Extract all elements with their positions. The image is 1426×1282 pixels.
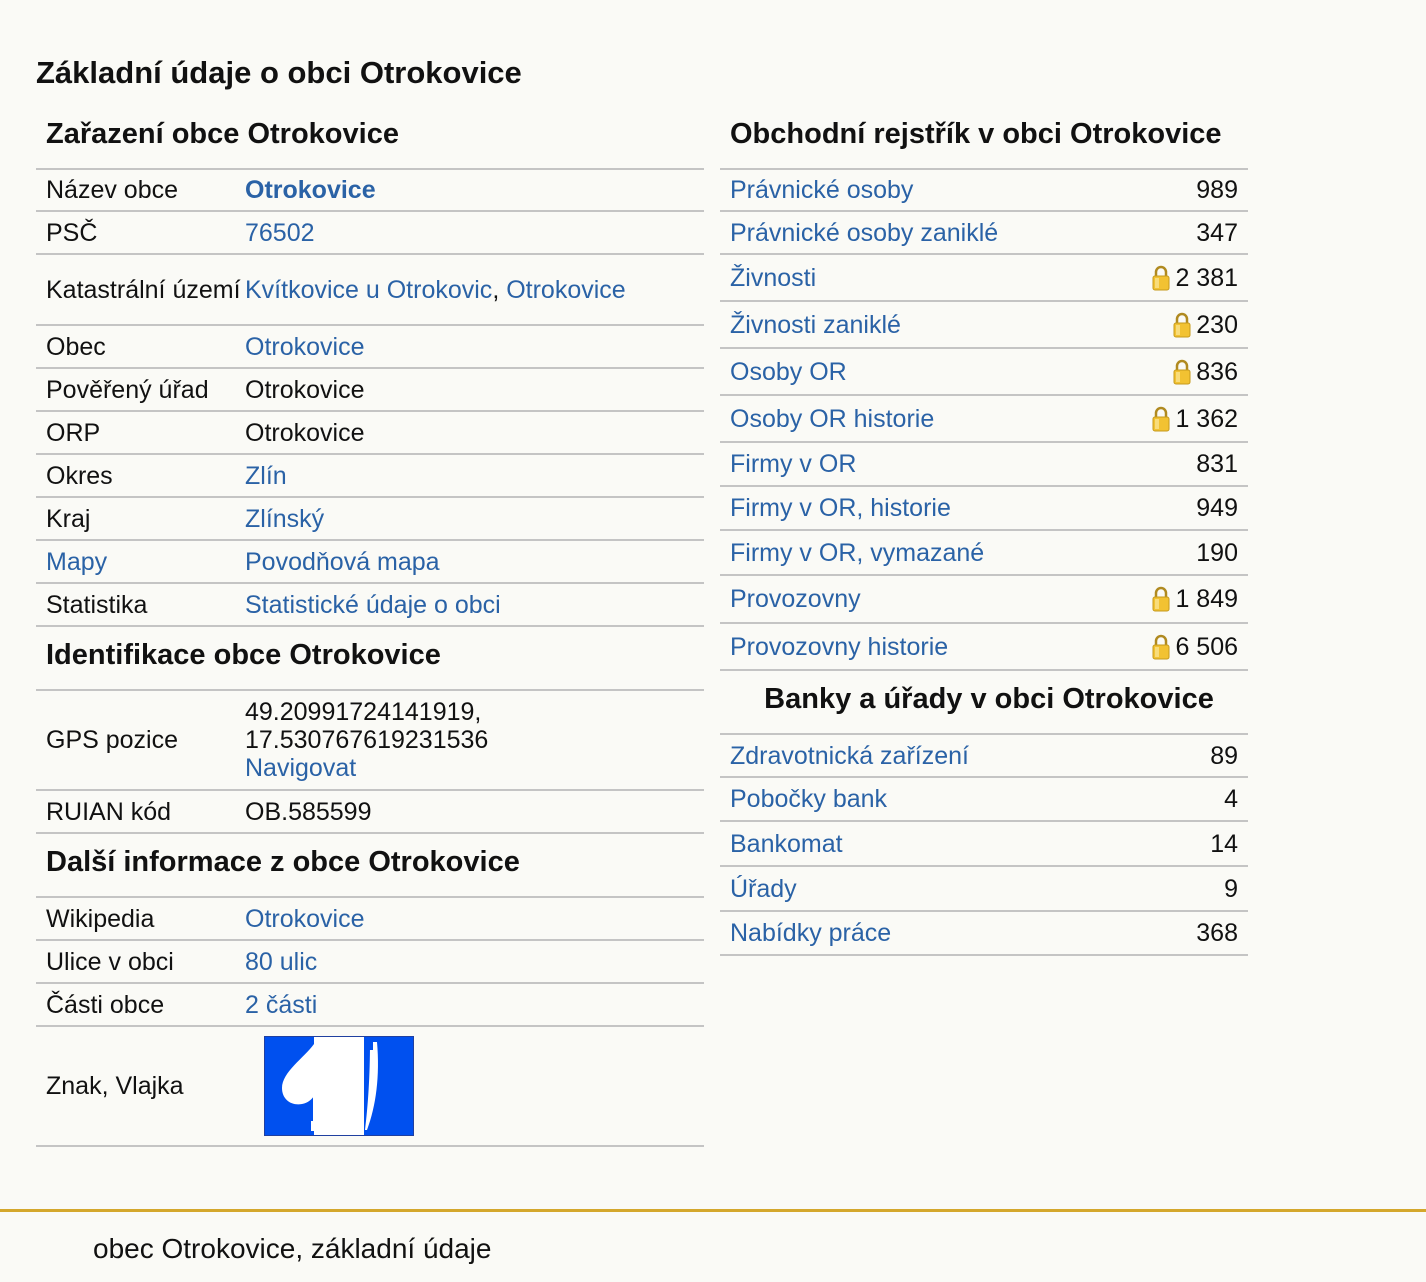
gps-lat: 49.20991724141919, bbox=[245, 698, 482, 726]
footer-divider bbox=[0, 1209, 1426, 1212]
banky-link-bankomat[interactable]: Bankomat bbox=[730, 829, 843, 858]
banky-row-zdravotnicka-zarizeni bbox=[720, 735, 1248, 778]
or-count: 230 bbox=[1196, 310, 1238, 339]
banky-title: Banky a úřady v obci Otrokovice bbox=[720, 671, 1248, 735]
or-row-firmy-v-or bbox=[720, 443, 1248, 487]
psc-link[interactable]: 76502 bbox=[245, 218, 315, 247]
kraj-link[interactable]: Zlínský bbox=[245, 504, 325, 533]
or-count: 190 bbox=[1196, 538, 1238, 567]
or-row-provozovny-historie bbox=[720, 624, 1248, 671]
orp-label: ORP bbox=[46, 418, 101, 447]
okres-link[interactable]: Zlín bbox=[245, 461, 287, 490]
or-count-container bbox=[1196, 219, 1238, 247]
katastralni-label: Katastrální území bbox=[46, 275, 241, 304]
or-count-container bbox=[1151, 585, 1238, 613]
or-link-firmy-v-or[interactable]: Firmy v OR bbox=[730, 450, 857, 478]
row-mapy bbox=[36, 541, 704, 584]
statistika-label: Statistika bbox=[46, 590, 148, 619]
or-link-provozovny[interactable]: Provozovny bbox=[730, 585, 861, 613]
or-count: 2 381 bbox=[1175, 263, 1238, 292]
obec-link[interactable]: Otrokovice bbox=[245, 332, 365, 361]
or-row-pravnicke-osoby bbox=[720, 170, 1248, 212]
banky-count: 89 bbox=[1210, 741, 1238, 770]
or-count: 949 bbox=[1196, 494, 1238, 522]
banky-count: 14 bbox=[1210, 829, 1238, 858]
row-ulice bbox=[36, 941, 704, 984]
banky-row-urady bbox=[720, 867, 1248, 912]
row-znak-vlajka bbox=[36, 1027, 704, 1147]
or-count: 831 bbox=[1196, 450, 1238, 478]
lock-icon bbox=[1172, 311, 1192, 339]
lock-icon bbox=[1151, 405, 1171, 433]
banky-row-bankomat bbox=[720, 822, 1248, 867]
ruian-value: OB.585599 bbox=[245, 797, 372, 826]
banky-link-zdravotnicka-zarizeni[interactable]: Zdravotnická zařízení bbox=[730, 741, 969, 770]
or-count: 347 bbox=[1196, 218, 1238, 247]
mapy-link[interactable]: Mapy bbox=[46, 547, 108, 576]
or-link-firmy-v-or-historie[interactable]: Firmy v OR, historie bbox=[730, 494, 951, 522]
or-row-firmy-v-or-vymazane bbox=[720, 531, 1248, 576]
nazev-obce-label: Název obce bbox=[46, 176, 179, 204]
or-count-container bbox=[1196, 539, 1238, 567]
obchodni-title: Obchodní rejstřík v obci Otrokovice bbox=[720, 106, 1248, 170]
lock-icon bbox=[1151, 633, 1171, 661]
or-link-osoby-or-historie[interactable]: Osoby OR historie bbox=[730, 404, 935, 433]
wikipedia-link[interactable]: Otrokovice bbox=[245, 904, 365, 933]
okres-label: Okres bbox=[46, 461, 113, 490]
page-title: Základní údaje o obci Otrokovice bbox=[36, 55, 522, 90]
ulice-label: Ulice v obci bbox=[46, 947, 174, 976]
or-count-container bbox=[1196, 176, 1238, 204]
or-count-container bbox=[1151, 264, 1238, 292]
or-count-container bbox=[1172, 358, 1238, 386]
znak-vlajka-label: Znak, Vlajka bbox=[46, 1072, 184, 1100]
banky-link-urady[interactable]: Úřady bbox=[730, 874, 797, 903]
dalsi-title: Další informace z obce Otrokovice bbox=[36, 834, 704, 898]
or-count-container bbox=[1172, 311, 1238, 339]
ulice-link[interactable]: 80 ulic bbox=[245, 947, 318, 976]
or-link-pravnicke-osoby[interactable]: Právnické osoby bbox=[730, 176, 914, 204]
lock-icon bbox=[1151, 264, 1171, 292]
row-katastralni bbox=[36, 255, 704, 326]
katastralni-separator: , bbox=[492, 275, 500, 304]
row-nazev-obce bbox=[36, 170, 704, 212]
row-ruian bbox=[36, 791, 704, 834]
banky-count: 4 bbox=[1224, 785, 1238, 813]
or-link-osoby-or[interactable]: Osoby OR bbox=[730, 357, 847, 386]
gps-label: GPS pozice bbox=[46, 726, 179, 754]
row-gps bbox=[36, 691, 704, 791]
row-obec bbox=[36, 326, 704, 369]
identifikace-title: Identifikace obce Otrokovice bbox=[36, 627, 704, 691]
or-row-provozovny bbox=[720, 576, 1248, 624]
or-link-provozovny-historie[interactable]: Provozovny historie bbox=[730, 632, 949, 661]
right-column bbox=[720, 106, 1248, 956]
or-link-firmy-v-or-vymazane[interactable]: Firmy v OR, vymazané bbox=[730, 538, 985, 567]
banky-row-nabidky-prace bbox=[720, 912, 1248, 956]
gps-lon: 17.530767619231536 bbox=[245, 726, 489, 754]
row-statistika bbox=[36, 584, 704, 627]
lock-icon bbox=[1172, 358, 1192, 386]
row-kraj bbox=[36, 498, 704, 541]
povereny-urad-label: Pověřený úřad bbox=[46, 375, 209, 404]
or-row-pravnicke-osoby-zanikle bbox=[720, 212, 1248, 255]
or-count: 1 362 bbox=[1175, 404, 1238, 433]
lock-icon bbox=[1151, 585, 1171, 613]
povereny-urad-value: Otrokovice bbox=[245, 375, 365, 404]
katastralni-link-1[interactable]: Kvítkovice u Otrokovic bbox=[245, 275, 493, 304]
left-column bbox=[36, 106, 704, 1147]
zarazeni-title: Zařazení obce Otrokovice bbox=[36, 106, 704, 170]
ruian-label: RUIAN kód bbox=[46, 797, 172, 826]
katastralni-link-2[interactable]: Otrokovice bbox=[506, 275, 626, 304]
povodnova-mapa-link[interactable]: Povodňová mapa bbox=[245, 547, 440, 576]
or-link-zivnosti-zanikle[interactable]: Živnosti zaniklé bbox=[730, 310, 901, 339]
or-count: 1 849 bbox=[1175, 585, 1238, 613]
or-count-container bbox=[1151, 405, 1238, 433]
row-psc bbox=[36, 212, 704, 255]
or-count-container bbox=[1151, 633, 1238, 661]
or-count: 836 bbox=[1196, 357, 1238, 386]
or-link-pravnicke-osoby-zanikle[interactable]: Právnické osoby zaniklé bbox=[730, 218, 999, 247]
or-link-zivnosti[interactable]: Živnosti bbox=[730, 263, 817, 292]
footer-text: obec Otrokovice, základní údaje bbox=[93, 1233, 492, 1264]
coat-of-arms-image[interactable] bbox=[264, 1036, 414, 1136]
or-count-container bbox=[1196, 450, 1238, 478]
or-count: 989 bbox=[1196, 176, 1238, 204]
obec-label: Obec bbox=[46, 332, 106, 361]
casti-link[interactable]: 2 části bbox=[245, 990, 318, 1019]
kraj-label: Kraj bbox=[46, 504, 91, 533]
or-row-osoby-or-historie bbox=[720, 396, 1248, 443]
or-count: 6 506 bbox=[1175, 632, 1238, 661]
or-row-zivnosti bbox=[720, 255, 1248, 302]
casti-label: Části obce bbox=[46, 990, 165, 1019]
wikipedia-label: Wikipedia bbox=[46, 904, 155, 933]
banky-link-pobocky-bank[interactable]: Pobočky bank bbox=[730, 785, 888, 813]
row-orp bbox=[36, 412, 704, 455]
banky-row-pobocky-bank bbox=[720, 778, 1248, 822]
nazev-obce-link[interactable]: Otrokovice bbox=[245, 176, 376, 204]
banky-count: 368 bbox=[1196, 919, 1238, 947]
row-povereny-urad bbox=[36, 369, 704, 412]
banky-count: 9 bbox=[1224, 874, 1238, 903]
row-wikipedia bbox=[36, 898, 704, 941]
banky-link-nabidky-prace[interactable]: Nabídky práce bbox=[730, 919, 892, 947]
or-count-container bbox=[1196, 494, 1238, 522]
or-row-firmy-v-or-historie bbox=[720, 487, 1248, 531]
navigovat-link[interactable]: Navigovat bbox=[245, 754, 357, 782]
or-row-zivnosti-zanikle bbox=[720, 302, 1248, 349]
row-casti bbox=[36, 984, 704, 1027]
or-row-osoby-or bbox=[720, 349, 1248, 396]
psc-label: PSČ bbox=[46, 218, 98, 247]
statistika-link[interactable]: Statistické údaje o obci bbox=[245, 590, 501, 619]
orp-value: Otrokovice bbox=[245, 418, 365, 447]
row-okres bbox=[36, 455, 704, 498]
